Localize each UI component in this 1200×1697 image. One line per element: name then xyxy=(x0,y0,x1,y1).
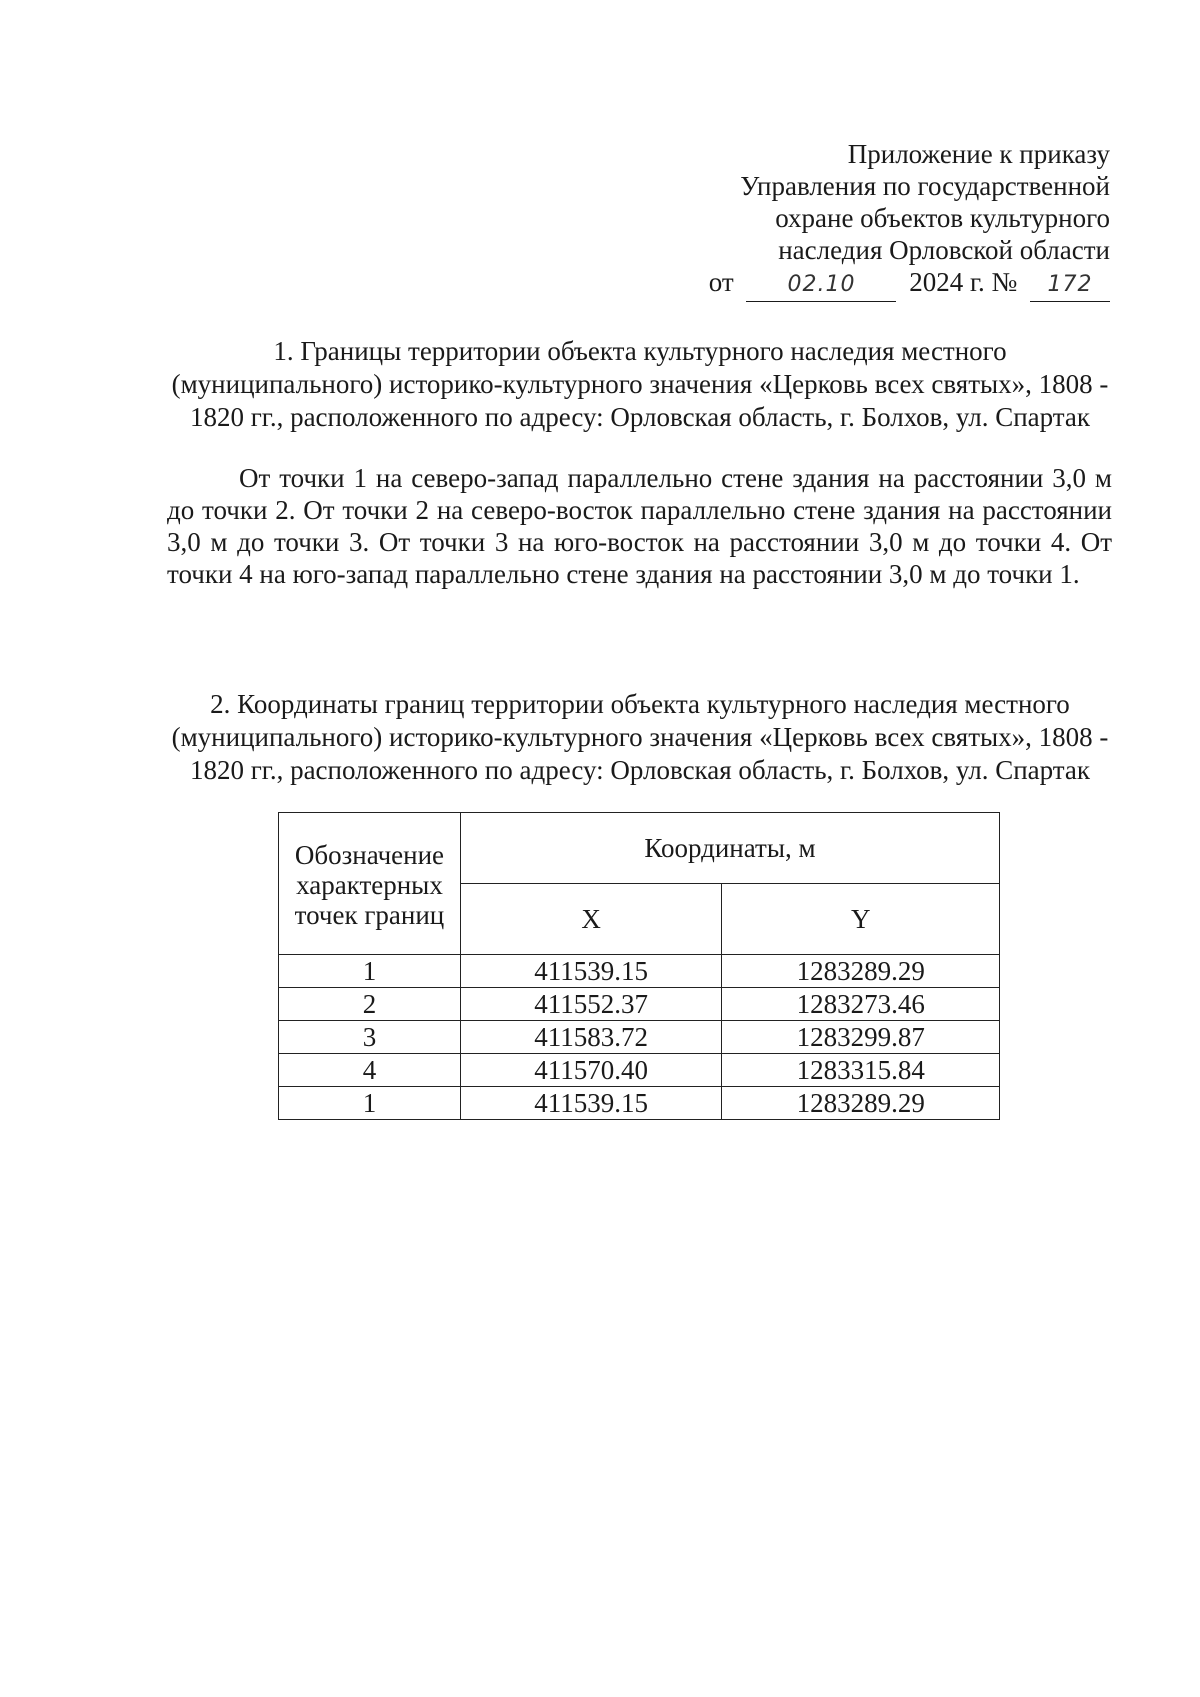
order-year: 2024 г. № xyxy=(909,267,1018,297)
table-row xyxy=(279,955,1000,988)
section-1-title-line: 1820 гг., расположенного по адресу: Орловская область, г. Болхов, ул. Спартак xyxy=(189,402,1091,432)
section-1-title xyxy=(165,335,1115,434)
table-row xyxy=(279,1087,1000,1120)
cell-y: 1283289.29 xyxy=(722,955,1000,988)
header-coordinates: Координаты, м xyxy=(460,813,999,884)
header-x: X xyxy=(460,884,722,955)
cell-point: 1 xyxy=(279,1087,461,1120)
table-row xyxy=(279,988,1000,1021)
handwritten-order-date: 02.10 xyxy=(746,269,896,302)
section-2-title xyxy=(165,688,1115,787)
header-y: Y xyxy=(722,884,1000,955)
section-2-title-line: (муниципального) историко-культурного значения «Церковь всех святых», 1808 - xyxy=(171,722,1109,752)
header-line: Управления по государственной xyxy=(740,171,1110,201)
header-line: охране объектов культурного xyxy=(775,203,1110,233)
cell-x: 411583.72 xyxy=(460,1021,722,1054)
header-line: наследия Орловской области xyxy=(778,235,1110,265)
section-1-title-line: (муниципального) историко-культурного значения «Церковь всех святых», 1808 - xyxy=(171,369,1109,399)
boundary-description: От точки 1 на северо-запад параллельно стене здания на расстоянии 3,0 м до точки 2. От точки 2 на северо-восток параллельно стене здания на расстоянии 3,0 м до точки 3. От точки 3 на юго-восток на расстоянии 3,0 м до точки 4. От точки 4 на юго-запад параллельно стене здания на расстоянии 3,0 м до точки 1. xyxy=(167,463,1112,589)
cell-x: 411570.40 xyxy=(460,1054,722,1087)
cell-y: 1283289.29 xyxy=(722,1087,1000,1120)
cell-x: 411552.37 xyxy=(460,988,722,1021)
appendix-header xyxy=(590,138,1110,302)
header-line: Приложение к приказу xyxy=(847,139,1110,169)
cell-point: 4 xyxy=(279,1054,461,1087)
section-2-title-line: 2. Координаты границ территории объекта культурного наследия местного xyxy=(210,689,1070,719)
table-row xyxy=(279,1021,1000,1054)
cell-point: 3 xyxy=(279,1021,461,1054)
cell-y: 1283315.84 xyxy=(722,1054,1000,1087)
section-2-title-line: 1820 гг., расположенного по адресу: Орловская область, г. Болхов, ул. Спартак xyxy=(189,755,1091,785)
coordinates-table xyxy=(278,812,1000,1120)
header-point-designation: Обозначение характерных точек границ xyxy=(279,813,461,955)
cell-point: 1 xyxy=(279,955,461,988)
cell-point: 2 xyxy=(279,988,461,1021)
order-prefix: от xyxy=(708,267,734,297)
order-reference xyxy=(590,266,1110,302)
section-1-title-line: 1. Границы территории объекта культурного наследия местного xyxy=(273,336,1007,366)
cell-x: 411539.15 xyxy=(460,955,722,988)
cell-x: 411539.15 xyxy=(460,1087,722,1120)
cell-y: 1283299.87 xyxy=(722,1021,1000,1054)
cell-y: 1283273.46 xyxy=(722,988,1000,1021)
handwritten-order-number: 172 xyxy=(1030,269,1110,302)
table-row xyxy=(279,1054,1000,1087)
